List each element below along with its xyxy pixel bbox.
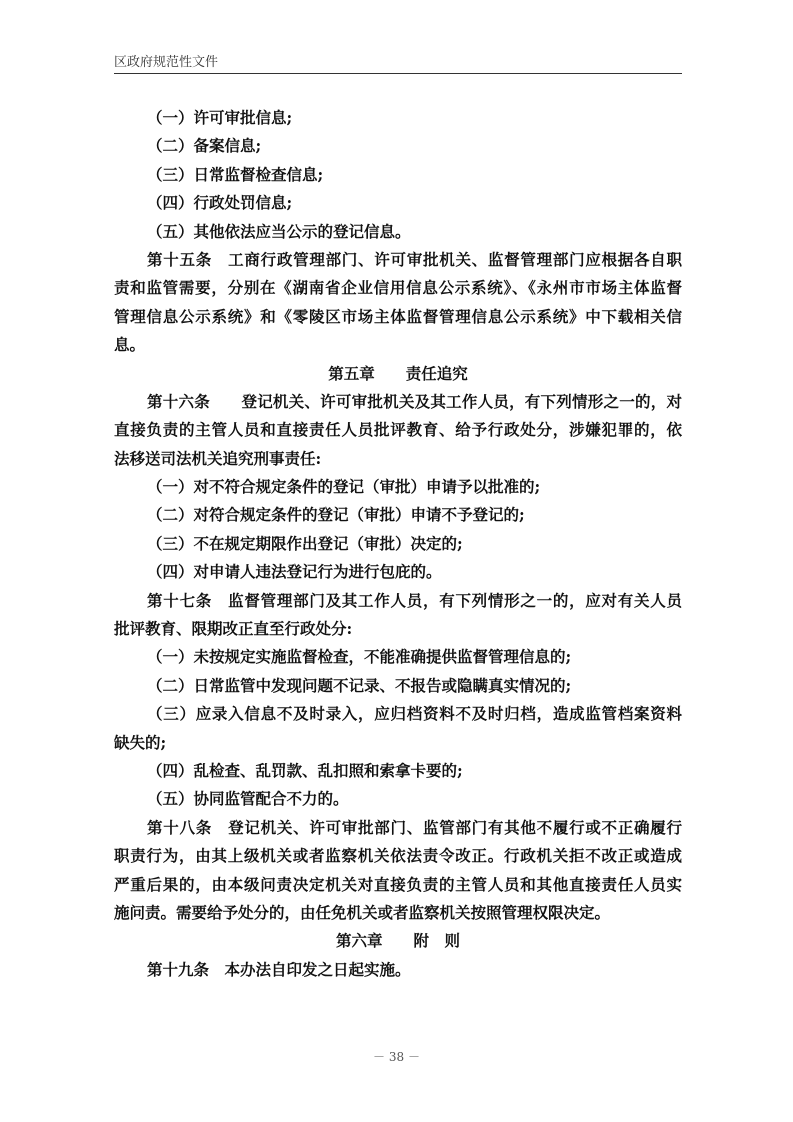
text-line: 管理信息公示系统》和《零陵区市场主体监督管理信息公示系统》中下载相关信 bbox=[114, 306, 682, 326]
text-line: 职责行为，由其上级机关或者监察机关依法责令改正。行政机关拒不改正或造成 bbox=[114, 846, 682, 866]
text-line: （三）应录入信息不及时录入，应归档资料不及时归档，造成监管档案资料 bbox=[147, 704, 682, 724]
text-line: 第十八条 登记机关、许可审批部门、监管部门有其他不履行或不正确履行 bbox=[147, 817, 682, 837]
text-line: （三）不在规定期限作出登记（审批）决定的; bbox=[147, 533, 463, 553]
text-line: 施问责。需要给予处分的，由任免机关或者监察机关按照管理权限决定。 bbox=[114, 902, 611, 922]
text-line: （四）乱检查、乱罚款、乱扣照和索拿卡要的; bbox=[147, 760, 463, 780]
text-line: （三）日常监督检查信息; bbox=[147, 164, 324, 184]
text-line: 第十九条 本办法自印发之日起实施。 bbox=[147, 959, 411, 979]
text-line: （二）对符合规定条件的登记（审批）申请不予登记的; bbox=[147, 505, 525, 525]
text-line: 法移送司法机关追究刑事责任: bbox=[114, 448, 322, 468]
text-line: （四）行政处罚信息; bbox=[147, 193, 293, 213]
text-line: （二）备案信息; bbox=[147, 136, 262, 156]
text-line: （二）日常监管中发现问题不记录、不报告或隐瞒真实情况的; bbox=[147, 675, 572, 695]
text-line: 批评教育、限期改正直至行政处分: bbox=[114, 619, 353, 639]
chapter-heading: 第五章 责任追究 bbox=[328, 363, 468, 383]
page-number: － 38 － bbox=[373, 1050, 420, 1064]
text-line: （五）其他依法应当公示的登记信息。 bbox=[147, 221, 411, 241]
page-header bbox=[114, 51, 682, 74]
header-title: 区政府规范性文件 bbox=[114, 55, 219, 70]
text-line: （一）未按规定实施监督检查，不能准确提供监督管理信息的; bbox=[147, 647, 572, 667]
document-body bbox=[114, 104, 682, 984]
text-line: （一）许可审批信息; bbox=[147, 108, 293, 127]
text-line: 第十六条 登记机关、许可审批机关及其工作人员，有下列情形之一的，对 bbox=[147, 391, 682, 411]
text-line: 直接负责的主管人员和直接责任人员批评教育、给予行政处分，涉嫌犯罪的，依 bbox=[114, 420, 682, 440]
text-line: 缺失的; bbox=[114, 732, 167, 752]
text-line: （一）对不符合规定条件的登记（审批）申请予以批准的; bbox=[147, 477, 541, 497]
text-line: 息。 bbox=[114, 335, 146, 355]
text-line: 严重后果的，由本级问责决定机关对直接负责的主管人员和其他直接责任人员实 bbox=[114, 874, 682, 894]
text-line: 第十七条 监督管理部门及其工作人员，有下列情形之一的，应对有关人员 bbox=[147, 590, 682, 610]
text-line: （四）对申请人违法登记行为进行包庇的。 bbox=[147, 562, 442, 582]
text-line: 第十五条 工商行政管理部门、许可审批机关、监督管理部门应根据各自职 bbox=[147, 249, 682, 269]
text-line: 责和监管需要，分别在《湖南省企业信用信息公示系统》、《永州市市场主体监督 bbox=[114, 278, 682, 298]
text-line: （五）协同监管配合不力的。 bbox=[147, 789, 349, 809]
chapter-heading: 第六章 附 则 bbox=[335, 931, 460, 951]
